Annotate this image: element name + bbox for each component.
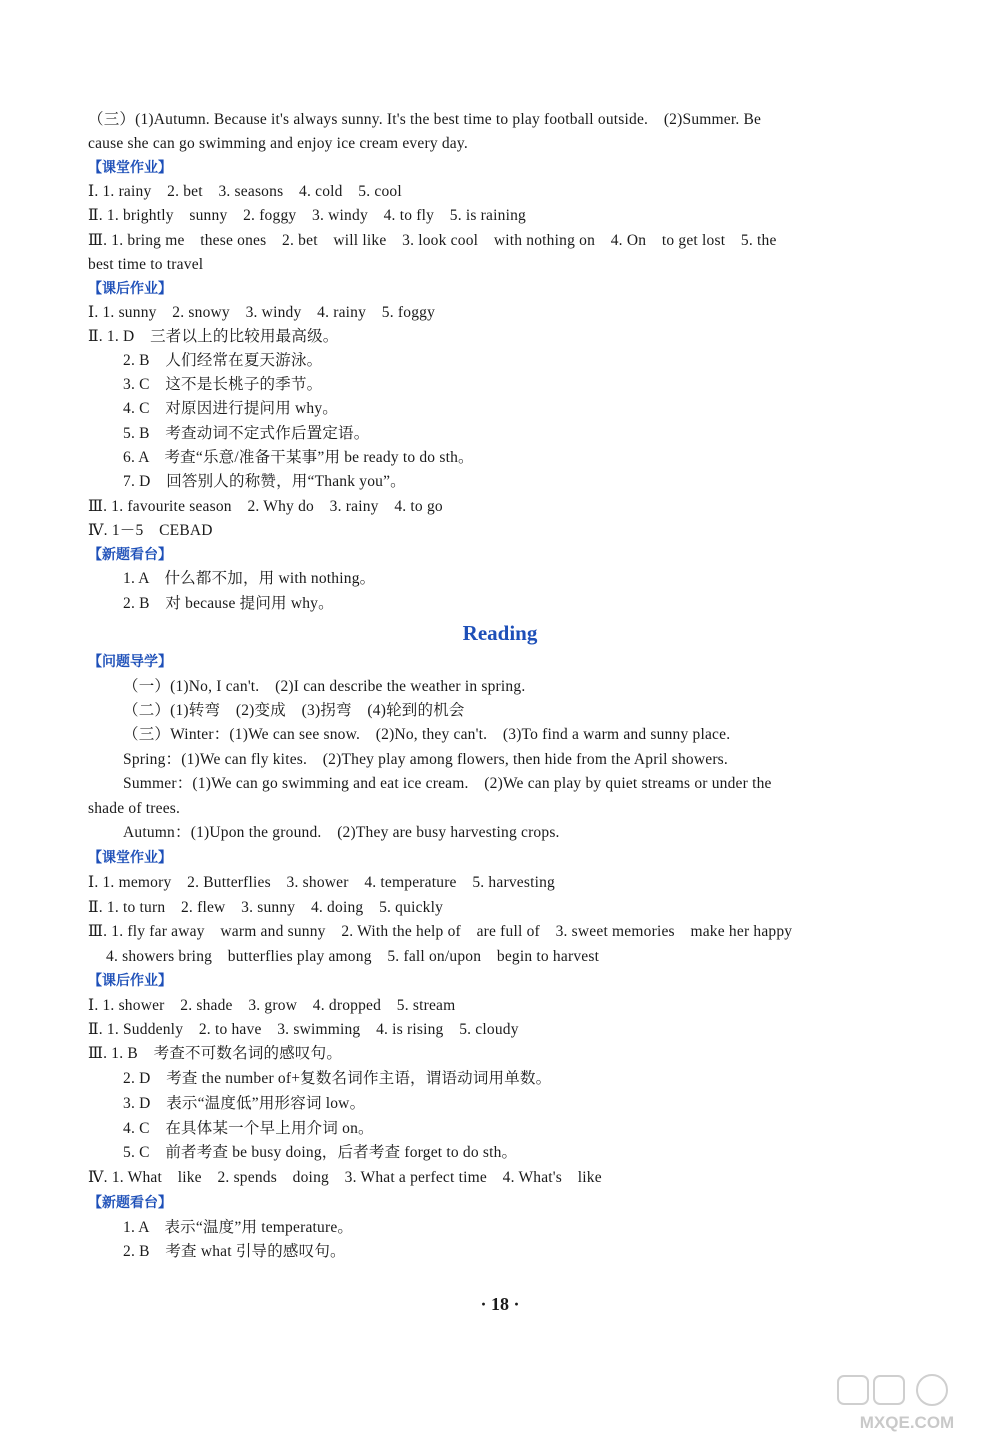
answer-line: Ⅱ. 1. to turn 2. flew 3. sunny 4. doing 5. quickly: [88, 899, 444, 916]
answer-line: 2. B 人们经常在夏天游泳。: [123, 352, 323, 369]
answer-line: 4. C 在具体某一个早上用介词 on。: [123, 1120, 374, 1137]
answer-line: Ⅱ. 1. brightly sunny 2. foggy 3. windy 4. to fly 5. is raining: [88, 207, 526, 224]
answer-line: （二）(1)转弯 (2)变成 (3)拐弯 (4)轮到的机会: [123, 702, 465, 719]
answer-line: 5. C 前者考查 be busy doing，后者考查 forget to do sth。: [123, 1144, 518, 1161]
answer-line: shade of trees.: [88, 800, 181, 817]
answer-line: 6. A 考查“乐意/准备干某事”用 be ready to do sth。: [123, 449, 474, 466]
section-tag: 【课堂作业】: [88, 850, 172, 866]
answer-line: 4. showers bring butterflies play among 5. fall on/upon begin to harvest: [106, 948, 600, 965]
answer-line: cause she can go swimming and enjoy ice cream every day.: [88, 135, 468, 152]
answer-line: Ⅰ. 1. sunny 2. snowy 3. windy 4. rainy 5. foggy: [88, 304, 436, 321]
answer-line: Autumn：(1)Upon the ground. (2)They are busy harvesting crops.: [123, 824, 560, 841]
answer-line: 1. A 什么都不加，用 with nothing。: [123, 570, 376, 587]
answer-line: （三）(1)Autumn. Because it's always sunny. It's the best time to play football outside. (2)Summer. Be: [88, 111, 762, 128]
answer-line: Summer：(1)We can go swimming and eat ice cream. (2)We can play by quiet streams or under the: [123, 775, 772, 792]
answer-line: Ⅰ. 1. rainy 2. bet 3. seasons 4. cold 5. cool: [88, 183, 402, 200]
answer-line: Ⅲ. 1. fly far away warm and sunny 2. With the help of are full of 3. sweet memories make her happy: [88, 923, 793, 940]
section-tag: 【课后作业】: [88, 281, 172, 297]
answer-line: best time to travel: [88, 256, 204, 273]
answer-line: Ⅱ. 1. D 三者以上的比较用最高级。: [88, 328, 339, 345]
answer-line: 1. A 表示“温度”用 temperature。: [123, 1219, 354, 1236]
section-tag: 【课后作业】: [88, 973, 172, 989]
answer-line: Ⅰ. 1. shower 2. shade 3. grow 4. dropped 5. stream: [88, 997, 456, 1014]
answer-line: （一）(1)No, I can't. (2)I can describe the weather in spring.: [123, 678, 526, 695]
answer-line: 2. B 对 because 提问用 why。: [123, 595, 334, 612]
section-tag: 【课堂作业】: [88, 160, 172, 176]
section-tag: 【新题看台】: [88, 1195, 172, 1211]
answer-line: Ⅳ. 1－5 CEBAD: [88, 522, 213, 539]
answer-line: Ⅳ. 1. What like 2. spends doing 3. What a perfect time 4. What's like: [88, 1169, 602, 1186]
answer-line: 2. D 考查 the number of+复数名词作主语，谓语动词用单数。: [123, 1070, 552, 1087]
answer-line: Ⅲ. 1. B 考查不可数名词的感叹句。: [88, 1045, 343, 1062]
answer-line: Spring：(1)We can fly kites. (2)They play among flowers, then hide from the April showers.: [123, 751, 728, 768]
answer-line: （三）Winter：(1)We can see snow. (2)No, they can't. (3)To find a warm and sunny place.: [123, 726, 731, 743]
svg-text:MXQE.COM: MXQE.COM: [859, 1413, 955, 1432]
answer-line: 3. D 表示“温度低”用形容词 low。: [123, 1095, 366, 1112]
answer-line: Ⅰ. 1. memory 2. Butterflies 3. shower 4. temperature 5. harvesting: [88, 874, 555, 891]
answer-line: 4. C 对原因进行提问用 why。: [123, 400, 339, 417]
section-title: Reading: [462, 621, 538, 645]
section-tag: 【问题导学】: [88, 654, 172, 670]
answer-line: Ⅱ. 1. Suddenly 2. to have 3. swimming 4. is rising 5. cloudy: [88, 1021, 519, 1038]
watermark-logo: [832, 1372, 982, 1436]
section-tag: 【新题看台】: [88, 547, 172, 563]
answer-line: 5. B 考查动词不定式作后置定语。: [123, 425, 370, 442]
answer-line: Ⅲ. 1. bring me these ones 2. bet will like 3. look cool with nothing on 4. On to get lost 5. the: [88, 232, 777, 249]
answer-line: Ⅲ. 1. favourite season 2. Why do 3. rainy 4. to go: [88, 498, 443, 515]
answer-line: 7. D 回答别人的称赞，用“Thank you”。: [123, 473, 406, 490]
answer-line: 3. C 这不是长桃子的季节。: [123, 376, 323, 393]
answer-line: 2. B 考查 what 引导的感叹句。: [123, 1243, 346, 1260]
page-number: · 18 ·: [480, 1294, 520, 1314]
